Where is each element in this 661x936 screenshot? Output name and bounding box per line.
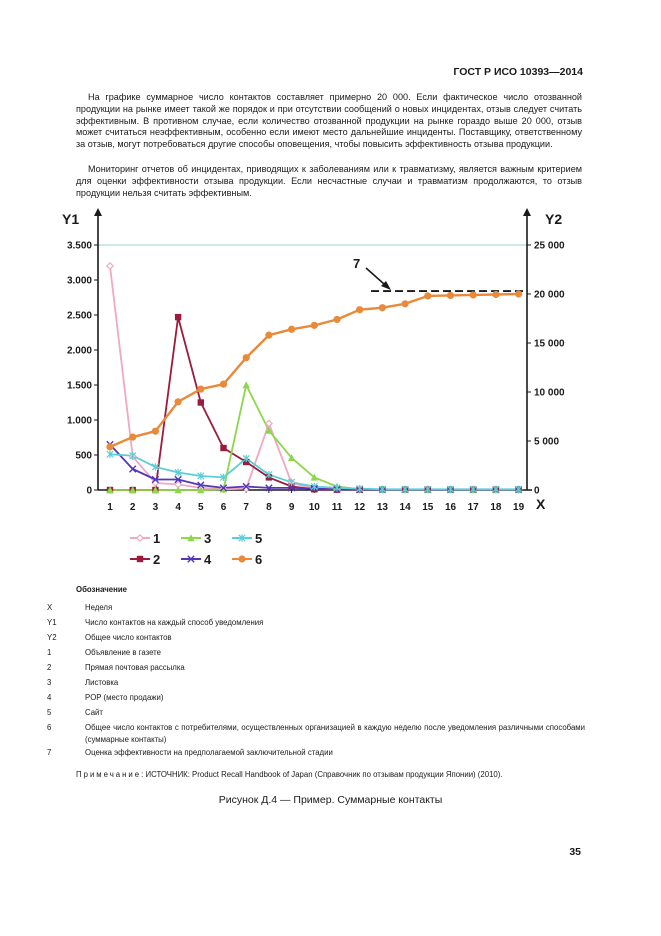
x-tick-label: 15	[422, 502, 434, 513]
y2-tick-label: 10 000	[534, 387, 565, 399]
legend-series-label-6: 6	[255, 552, 263, 567]
series-6-point	[492, 291, 499, 298]
series-3-point	[243, 381, 250, 388]
legend-series-label-1: 1	[153, 531, 161, 546]
x-tick-label: 6	[220, 502, 227, 513]
series-6-point	[220, 381, 227, 388]
legend-series-label-5: 5	[255, 531, 263, 546]
x-tick-label: 4	[175, 502, 181, 513]
legend-code: 7	[47, 748, 52, 757]
legend-swatch-marker-1	[137, 535, 143, 541]
y1-tick-label: 0	[86, 485, 92, 497]
x-tick-label: 13	[376, 502, 388, 513]
legend-text: Листовка	[85, 678, 119, 687]
figure-note	[76, 770, 503, 779]
x-tick-label: 2	[129, 502, 136, 513]
series-6-point	[106, 443, 113, 450]
y2-tick-label: 15 000	[534, 338, 565, 350]
y2-tick-label: 25 000	[534, 240, 565, 252]
legend-text: Общее число контактов с потребителями, осуществленных организацией в каждую неделю после уведомления различными способами (суммарные контакты)	[85, 723, 585, 744]
legend-code: 3	[47, 678, 52, 687]
x-tick-label: 8	[266, 502, 272, 513]
page-number: 35	[569, 846, 581, 858]
series-6-point	[379, 304, 386, 311]
x-tick-label: 12	[354, 502, 366, 513]
x-tick-label: 18	[490, 502, 502, 513]
y1-tick-label: 3.500	[66, 240, 92, 252]
series-6-point	[333, 316, 340, 323]
paragraph-2: Мониторинг отчетов об инцидентах, приводящих к заболеваниям или к травматизму, является важным критерием для оценки эффективности отзыва продукции. Если несчастные случаи и травматизм продолжаются, то отзыв продукции нельзя считать эффективным.	[76, 164, 582, 198]
x-tick-label: 5	[198, 502, 204, 513]
y1-axis-label: Y1	[62, 211, 80, 227]
legend-code: X	[47, 603, 53, 612]
cumulative-contacts-chart	[0, 200, 661, 580]
legend-text: Число контактов на каждый способ уведомления	[85, 618, 264, 627]
legend-code: Y1	[47, 618, 57, 627]
x-tick-label: 1	[107, 502, 113, 513]
series-1-point	[107, 263, 113, 269]
legend-series-label-4: 4	[204, 552, 212, 567]
series-6-point	[197, 385, 204, 392]
target-pointer-line	[366, 268, 384, 284]
y2-tick-label: 5 000	[534, 436, 560, 448]
legend-text: Прямая почтовая рассылка	[85, 663, 185, 672]
legend-code: 5	[47, 708, 52, 717]
series-6-point	[470, 291, 477, 298]
series-line-1	[110, 266, 519, 490]
note-label: Примечание	[76, 770, 142, 779]
legend-text: Сайт	[85, 708, 103, 717]
series-6-point	[243, 354, 250, 361]
x-tick-label: 19	[513, 502, 525, 513]
y2-axis-arrow	[523, 208, 531, 216]
series-6-point	[311, 322, 318, 329]
legend-text: POP (место продажи)	[85, 693, 164, 702]
y1-axis-arrow	[94, 208, 102, 216]
legend-swatch-marker-2	[137, 556, 143, 562]
x-tick-label: 10	[308, 502, 320, 513]
series-6-point	[129, 433, 136, 440]
x-tick-label: 7	[243, 502, 249, 513]
legend-code: 2	[47, 663, 52, 672]
paragraph-1: На графике суммарное число контактов составляет примерно 20 000. Если фактическое число отозванной продукции на рынке имеет такой же порядок и при отсутствии сообщений о новых инцидентах, отзыв следует считать эффективным. В противном случае, если количество отозванной продукции на рынке гораздо выше 20 000, отзыв может считаться неэффективным, особенно если имеют место дальнейшие инциденты. Поставщику, ответственному за отзыв, могут потребоваться другие способы оповещения, чтобы повысить эффективность отзыва продукции.	[76, 92, 582, 150]
legend-swatch-marker-6	[238, 555, 245, 562]
x-tick-label: 14	[399, 502, 411, 513]
legend-code: 6	[47, 723, 52, 732]
series-6-point	[356, 306, 363, 313]
legend-series-label-2: 2	[153, 552, 161, 567]
legend-text: Неделя	[85, 603, 113, 612]
legend-code: Y2	[47, 633, 57, 642]
x-tick-label: 9	[288, 502, 295, 513]
y2-axis-label: Y2	[545, 211, 563, 227]
y1-tick-label: 1.000	[66, 415, 92, 427]
x-axis-label: X	[536, 496, 546, 512]
series-6-point	[424, 292, 431, 299]
series-6-point	[402, 300, 409, 307]
x-tick-label: 17	[467, 502, 479, 513]
legend-text: Объявление в газете	[85, 648, 161, 657]
y1-tick-label: 2.000	[66, 345, 92, 357]
y1-tick-label: 3.000	[66, 275, 92, 287]
series-6-point	[265, 332, 272, 339]
note-text: : ИСТОЧНИК: Product Recall Handbook of Japan (Справочник по отзывам продукции Японии) (2010).	[141, 770, 503, 779]
target-line-label: 7	[353, 256, 361, 271]
legend-code: 4	[47, 693, 52, 702]
y2-tick-label: 20 000	[534, 289, 565, 301]
legend-series-label-3: 3	[204, 531, 212, 546]
legend-text: Общее число контактов	[85, 633, 172, 642]
series-2-point	[220, 445, 226, 451]
y1-tick-label: 1.500	[66, 380, 92, 392]
y2-tick-label: 0	[534, 485, 540, 497]
document-header: ГОСТ Р ИСО 10393—2014	[453, 66, 583, 78]
series-5-point	[243, 455, 249, 462]
figure-caption: Рисунок Д.4 — Пример. Суммарные контакты	[218, 794, 443, 806]
series-6-point	[175, 398, 182, 405]
y1-tick-label: 2.500	[66, 310, 92, 322]
series-6-point	[447, 292, 454, 299]
y1-tick-label: 500	[75, 450, 92, 462]
series-line-2	[110, 317, 519, 490]
series-6-point	[515, 290, 522, 297]
series-2-point	[175, 314, 181, 320]
legend-code: 1	[47, 648, 52, 657]
x-tick-label: 11	[331, 502, 343, 513]
series-6-point	[288, 326, 295, 333]
legend-text: Оценка эффективности на предполагаемой заключительной стадии	[85, 748, 333, 757]
x-tick-label: 3	[152, 502, 159, 513]
series-2-point	[198, 399, 204, 405]
x-tick-label: 16	[444, 502, 457, 513]
series-6-point	[152, 428, 159, 435]
series-4-point	[130, 466, 136, 472]
legend-title: Обозначение	[76, 585, 127, 594]
